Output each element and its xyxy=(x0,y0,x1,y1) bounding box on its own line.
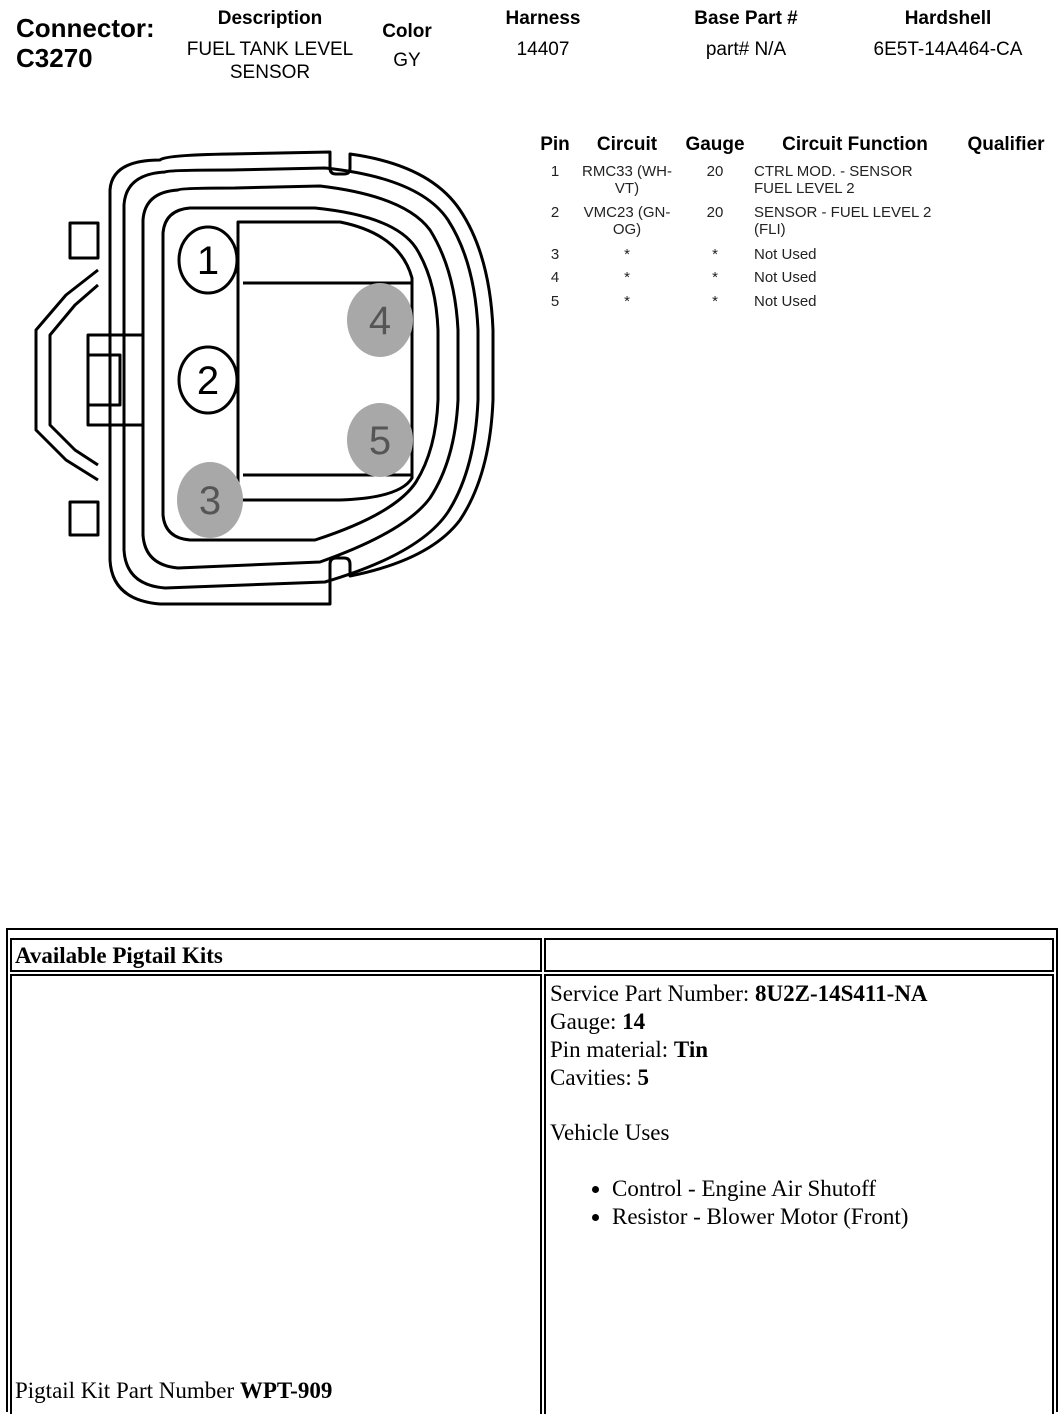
pin-circuit: * xyxy=(624,293,630,310)
pin-table-header-pin: Pin xyxy=(540,134,570,155)
pin-number: 3 xyxy=(550,246,560,263)
pigtail-empty-cell xyxy=(544,938,1054,972)
base-part-value: part# N/A xyxy=(705,39,787,60)
pigtail-details-cell xyxy=(544,974,1054,1414)
pin-cavity-label: 1 xyxy=(196,239,220,283)
pin-table-header-gauge: Gauge xyxy=(685,134,745,155)
description-line2: SENSOR xyxy=(229,62,311,83)
pin-function: Not Used xyxy=(754,293,817,310)
description-label: Description xyxy=(217,8,323,29)
pin-circuit-cont: OG) xyxy=(612,221,642,238)
pin-cavity-label: 3 xyxy=(198,479,222,523)
pin-function: CTRL MOD. - SENSOR xyxy=(754,163,913,180)
pin-function: Not Used xyxy=(754,246,817,263)
hardshell-label: Hardshell xyxy=(904,8,992,29)
color-label: Color xyxy=(382,21,432,42)
harness-value: 14407 xyxy=(516,39,570,60)
pin-circuit-cont: VT) xyxy=(614,180,640,197)
vehicle-use-item: • Control - Engine Air Shutoff xyxy=(612,1175,928,1203)
pin-number: 1 xyxy=(550,163,560,180)
pigtail-kit-cell xyxy=(10,974,542,1414)
cavities: Cavities: 5 xyxy=(550,1065,650,1090)
pin-number: 2 xyxy=(550,204,560,221)
pigtail-kit-number: Pigtail Kit Part Number WPT-909 xyxy=(15,1378,333,1403)
pin-function: SENSOR - FUEL LEVEL 2 xyxy=(754,204,932,221)
pin-table-header-qualifier: Qualifier xyxy=(967,134,1045,155)
description-line1: FUEL TANK LEVEL xyxy=(186,39,354,60)
pin-gauge: * xyxy=(712,246,718,263)
pigtail-title: Available Pigtail Kits xyxy=(15,943,223,968)
pin-function-cont: FUEL LEVEL 2 xyxy=(754,180,855,197)
pin-table-header-function: Circuit Function xyxy=(782,134,928,155)
pin-cavity-label: 4 xyxy=(368,299,392,343)
pin-circuit: VMC23 (GN- xyxy=(583,204,671,221)
connector-face-diagram xyxy=(0,130,520,620)
vehicle-use-item: • Resistor - Blower Motor (Front) xyxy=(612,1203,928,1231)
pin-number: 5 xyxy=(550,293,560,310)
color-value: GY xyxy=(393,50,421,71)
connector-label: Connector: xyxy=(16,13,155,43)
gauge: Gauge: 14 xyxy=(550,1009,646,1034)
pin-circuit: RMC33 (WH- xyxy=(582,163,672,180)
pin-cavity-label: 5 xyxy=(368,419,392,463)
pin-gauge: * xyxy=(712,293,718,310)
pin-number: 4 xyxy=(550,269,560,286)
connector-id: C3270 xyxy=(16,43,93,73)
pin-material: Pin material: Tin xyxy=(550,1037,709,1062)
pin-function: Not Used xyxy=(754,269,817,286)
pin-table-header-circuit: Circuit xyxy=(596,134,658,155)
pin-gauge: 20 xyxy=(706,163,724,180)
pin-circuit: * xyxy=(624,269,630,286)
vehicle-uses-title: Vehicle Uses xyxy=(550,1120,670,1145)
pin-gauge: * xyxy=(712,269,718,286)
base-part-label: Base Part # xyxy=(694,8,798,29)
pin-function-cont: (FLI) xyxy=(754,221,786,238)
harness-label: Harness xyxy=(505,8,581,29)
pin-gauge: 20 xyxy=(706,204,724,221)
pin-cavity-label: 2 xyxy=(196,359,220,403)
pigtail-title-cell xyxy=(10,938,542,972)
vehicle-uses-list xyxy=(550,1175,928,1231)
service-part-number: Service Part Number: 8U2Z-14S411-NA xyxy=(550,981,928,1006)
pin-circuit: * xyxy=(624,246,630,263)
hardshell-value: 6E5T-14A464-CA xyxy=(873,39,1023,60)
